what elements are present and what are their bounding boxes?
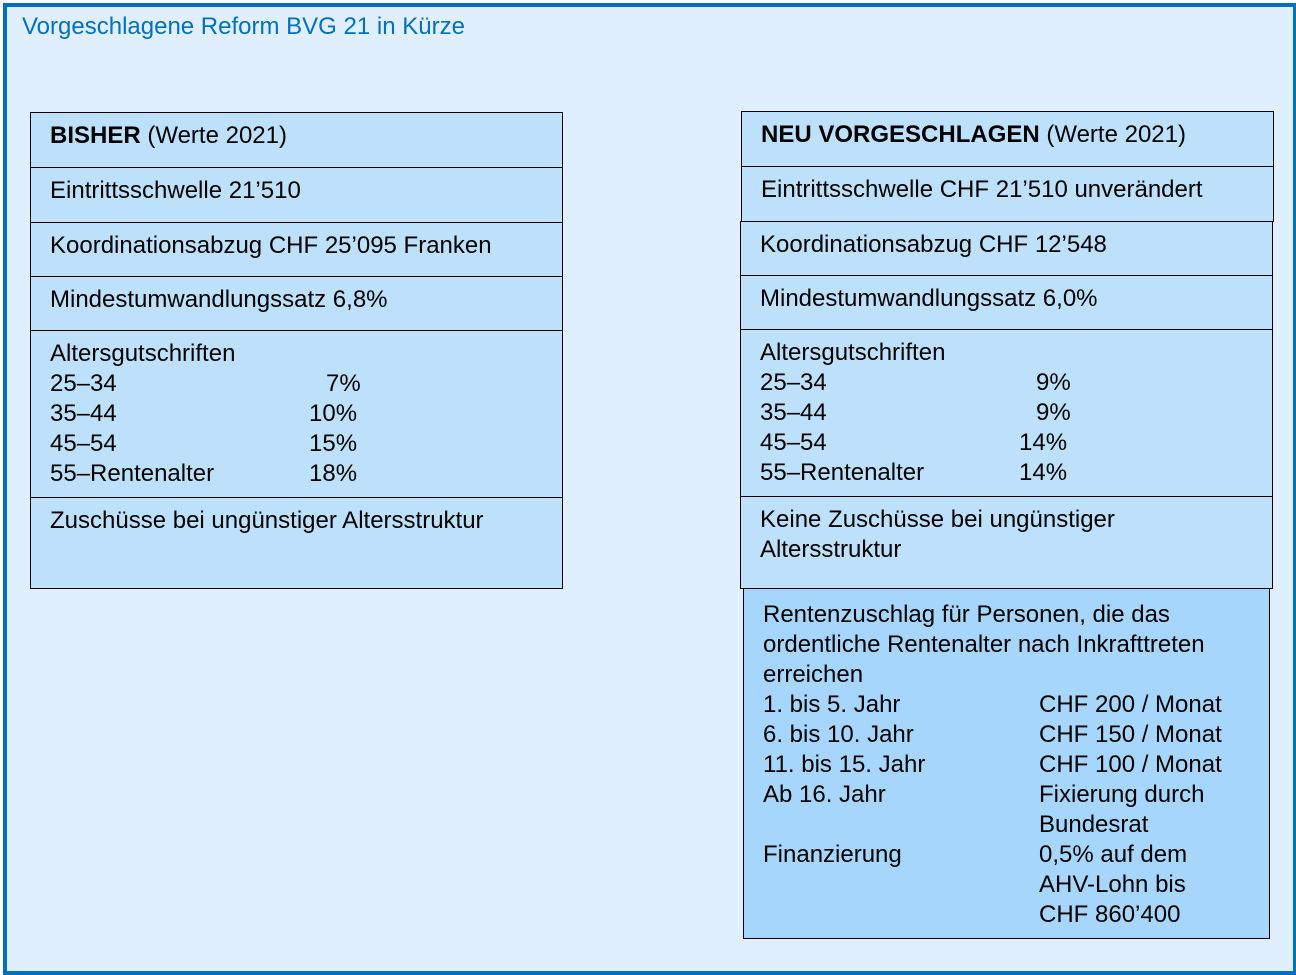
financing-row (763, 840, 1269, 870)
credit-rate: 14% (1019, 429, 1068, 456)
right-threshold-cell (741, 166, 1274, 222)
right-conversion-cell (740, 275, 1273, 330)
right-subsidies-line1: Keine Zuschüsse bei ungünstiger (760, 506, 1115, 533)
left-threshold: Eintrittsschwelle 21’510 (50, 177, 301, 204)
financing-label: Finanzierung (763, 841, 902, 868)
left-credits-row (50, 429, 562, 459)
right-header-bold: NEU VORGESCHLAGEN (761, 121, 1040, 148)
supplement-label: 11. bis 15. Jahr (763, 751, 926, 778)
left-conversion: Mindestumwandlungssatz 6,8% (50, 286, 388, 313)
right-subsidies-line2: Altersstruktur (760, 536, 902, 563)
age-range: 25–34 (50, 370, 117, 397)
credit-rate: 10% (309, 400, 358, 427)
left-header-rest: (Werte 2021) (140, 122, 287, 149)
credit-rate: 9% (1036, 369, 1071, 396)
supplement-label: 1. bis 5. Jahr (763, 691, 901, 718)
financing-value: 0,5% auf dem (1039, 841, 1188, 868)
supplement-value: CHF 200 / Monat (1039, 691, 1222, 718)
supplement-line: ordentliche Rentenalter nach Inkrafttreten (763, 631, 1205, 658)
right-header-rest: (Werte 2021) (1039, 121, 1186, 148)
financing-value: CHF 860’400 (1039, 901, 1181, 928)
left-header-cell (30, 112, 563, 168)
right-credits-row (760, 458, 1272, 488)
financing-row (763, 870, 1269, 900)
left-threshold-cell (30, 167, 563, 223)
supplement-row (763, 690, 1269, 720)
right-credits-row (760, 398, 1272, 428)
supplement-row (763, 750, 1269, 780)
right-credits-row (760, 428, 1272, 458)
credit-rate: 7% (326, 370, 361, 397)
age-range: 35–44 (760, 399, 827, 426)
supplement-row (763, 720, 1269, 750)
right-subsidies-cell (740, 496, 1273, 589)
right-coordination: Koordinationsabzug CHF 12’548 (760, 231, 1107, 258)
supplement-value: CHF 150 / Monat (1039, 721, 1222, 748)
right-supplement-cell (743, 588, 1270, 939)
right-header-cell (741, 111, 1274, 167)
left-credits-row (50, 459, 562, 489)
supplement-line: erreichen (763, 661, 864, 688)
left-subsidies-cell (30, 497, 563, 589)
supplement-row (763, 810, 1269, 840)
page-title: Vorgeschlagene Reform BVG 21 in Kürze (22, 13, 465, 40)
supplement-value: Bundesrat (1039, 811, 1149, 838)
age-range: 55–Rentenalter (760, 459, 925, 486)
right-coordination-cell (740, 221, 1273, 276)
left-credits-row (50, 399, 562, 429)
right-conversion: Mindestumwandlungssatz 6,0% (760, 285, 1098, 312)
left-conversion-cell (30, 276, 563, 331)
left-coordination-cell (30, 222, 563, 277)
age-range: 35–44 (50, 400, 117, 427)
right-credits-row (760, 368, 1272, 398)
financing-row (763, 900, 1269, 930)
supplement-value: Fixierung durch (1039, 781, 1205, 808)
left-credits-label: Altersgutschriften (50, 340, 236, 367)
right-credits-label: Altersgutschriften (760, 339, 946, 366)
supplement-line: Rentenzuschlag für Personen, die das (763, 601, 1170, 628)
financing-value: AHV-Lohn bis (1039, 871, 1186, 898)
credit-rate: 14% (1019, 459, 1068, 486)
age-range: 45–54 (760, 429, 827, 456)
age-range: 25–34 (760, 369, 827, 396)
supplement-row (763, 780, 1269, 810)
credit-rate: 18% (309, 460, 358, 487)
age-range: 55–Rentenalter (50, 460, 215, 487)
left-subsidies: Zuschüsse bei ungünstiger Altersstruktur (50, 507, 484, 534)
age-range: 45–54 (50, 430, 117, 457)
left-credits-cell (30, 330, 563, 498)
left-header-bold: BISHER (50, 122, 141, 149)
credit-rate: 15% (309, 430, 358, 457)
supplement-label: 6. bis 10. Jahr (763, 721, 914, 748)
left-coordination: Koordinationsabzug CHF 25’095 Franken (50, 232, 492, 259)
credit-rate: 9% (1036, 399, 1071, 426)
supplement-label: Ab 16. Jahr (763, 781, 886, 808)
right-credits-cell (740, 329, 1273, 497)
left-credits-row (50, 369, 562, 399)
right-threshold: Eintrittsschwelle CHF 21’510 unverändert (761, 176, 1203, 203)
supplement-value: CHF 100 / Monat (1039, 751, 1222, 778)
